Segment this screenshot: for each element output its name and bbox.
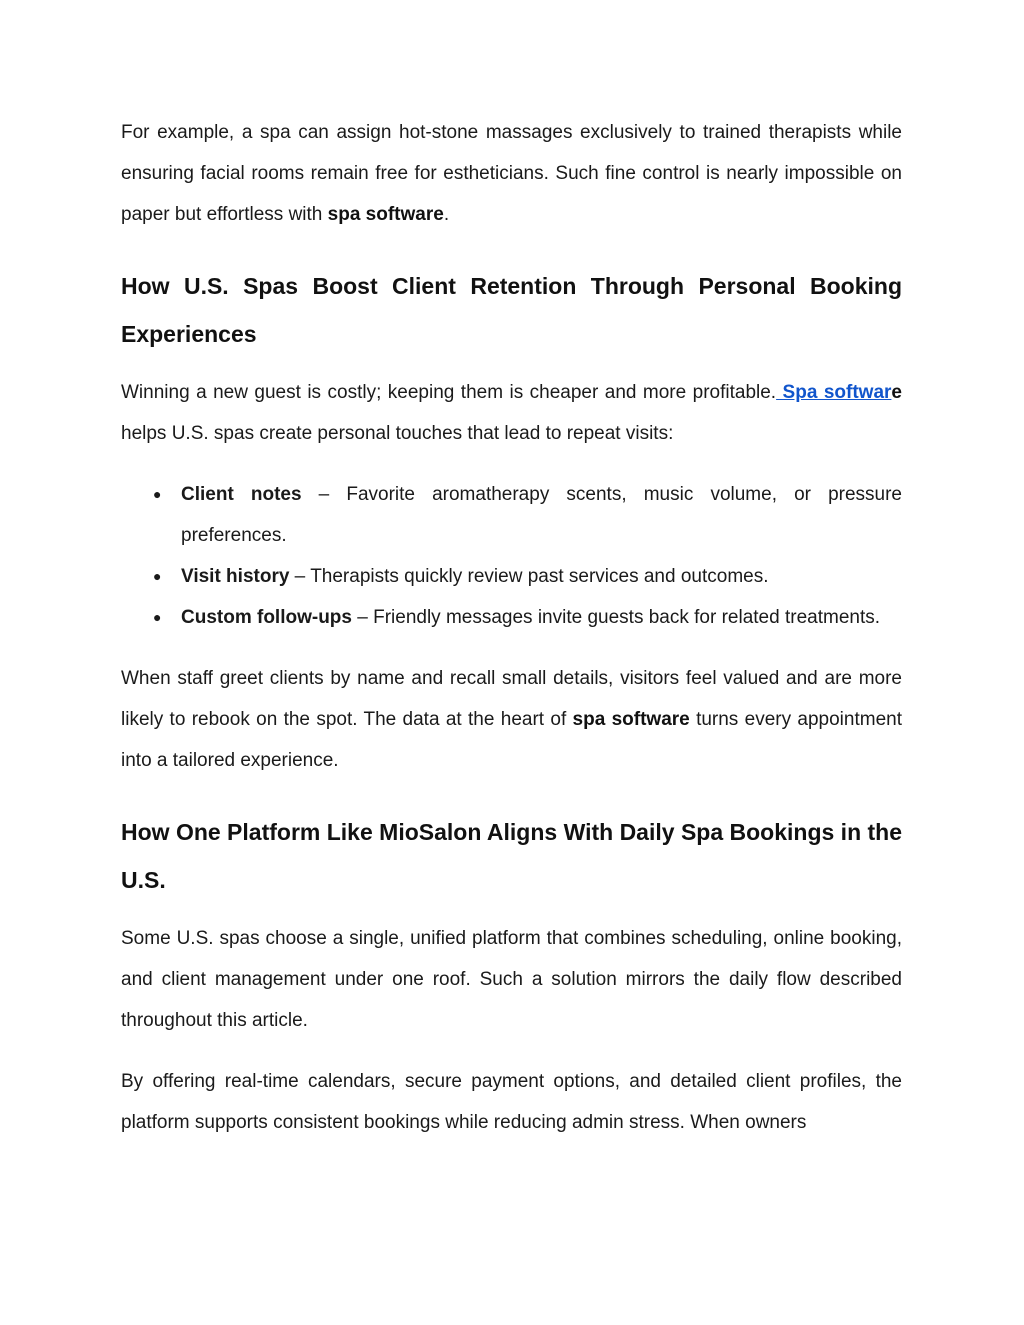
bullet-text: – Therapists quickly review past services and outcomes. (289, 566, 769, 587)
link-tail-bold: e (891, 382, 902, 403)
bullet-text: – Favorite aromatherapy scents, music volume, or pressure preferences. (181, 484, 902, 546)
bullet-icon: ● (153, 486, 162, 502)
intro-bold-term: spa software (327, 204, 444, 225)
section-heading-client-retention: How U.S. Spas Boost Client Retention Through Personal Booking Experiences (121, 273, 902, 347)
list-item (121, 597, 902, 638)
spa-software-link[interactable]: Spa softwar (776, 382, 892, 403)
section-heading-miosalon: How One Platform Like MioSalon Aligns With Daily Spa Bookings in the U.S. (121, 819, 903, 893)
list-item (121, 474, 902, 556)
intro-text-end: . (443, 204, 450, 225)
document-page (121, 112, 902, 1143)
bullet-text: – Friendly messages invite guests back for related treatments. (351, 607, 881, 628)
intro-paragraph (121, 112, 902, 235)
bullet-icon: ● (153, 609, 162, 625)
retention-summary-paragraph (121, 658, 902, 781)
list-item (121, 556, 902, 597)
platform-paragraph: Some U.S. spas choose a single, unified platform that combines scheduling, online booking, and client management under one roof. Such a solution mirrors the daily flow described throughout this article. (121, 928, 902, 1031)
retention-intro-text-end: helps U.S. spas create personal touches that lead to repeat visits: (121, 423, 674, 444)
bullet-icon: ● (153, 568, 162, 584)
intro-text: For example, a spa can assign hot-stone massages exclusively to trained therapists while ensuring facial rooms remain free for estheticians. Such fine control is nearly impossible on paper but effortless with (121, 122, 902, 225)
bullet-label: Client notes (181, 484, 302, 505)
bullet-label: Visit history (181, 566, 290, 587)
platform-features-paragraph: By offering real-time calendars, secure payment options, and detailed client profiles, the platform supports consistent bookings while reducing admin stress. When owners (121, 1071, 902, 1133)
retention-summary-text: When staff greet clients by name and recall small details, visitors feel valued and are more likely to rebook on the spot. The data at the heart of (121, 668, 902, 730)
retention-bullet-list (121, 474, 902, 638)
retention-intro-text: Winning a new guest is costly; keeping them is cheaper and more profitable. (121, 382, 777, 403)
retention-bold-term: spa software (572, 709, 690, 730)
bullet-label: Custom follow-ups (181, 607, 352, 628)
retention-summary-text-end: turns every appointment into a tailored experience. (121, 709, 902, 771)
retention-intro-paragraph (121, 372, 902, 454)
